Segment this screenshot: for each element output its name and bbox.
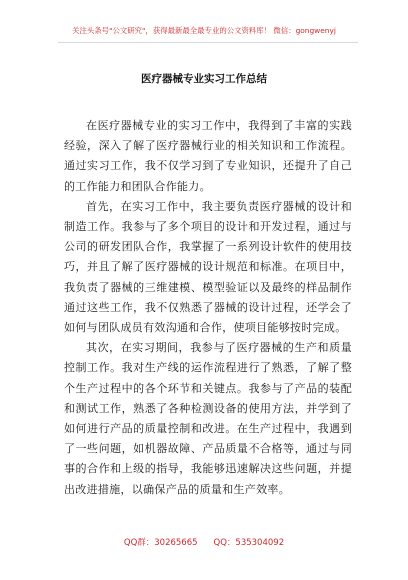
document-body bbox=[64, 116, 352, 500]
footer-qq: QQ：535304092 bbox=[213, 538, 285, 548]
document-title: 医疗器械专业实习工作总结 bbox=[141, 73, 267, 85]
header-note: 关注头条号"公文研究"，获得最新最全最专业的公文资料库！ 微信：gongwenyj bbox=[72, 26, 336, 35]
paragraph-design: 首先，在实习工作中，我主要负责医疗器械的设计和制造工作。我参与了多个项目的设计和开发过程，通过与公司的研发团队合作，我掌握了一系列设计软件的使用技巧，并且了解了医疗器械的设计规范和标准。在项目中，我负责了器械的三维建模、模型验证以及最终的样品制作通过这些工作，我不仅熟悉了器械的设计过程，还学会了如何与团队成员有效沟通和合作，使项目能够按时完成。 bbox=[64, 199, 352, 335]
paragraph-production: 其次，在实习期间，我参与了医疗器械的生产和质量控制工作。我对生产线的运作流程进行了熟悉，了解了整个生产过程中的各个环节和关键点。我参与了产品的装配和测试工作，熟悉了各种检测设备的使用方法，并学到了如何进行产品的质量控制和改进。在生产过程中，我遇到了一些问题，如机器故障、产品质量不合格等，通过与同事的合作和上级的指导，我能够迅速解决这些问题，并提出改进措施，以确保产品的质量和生产效率。 bbox=[64, 341, 352, 496]
header-divider bbox=[58, 42, 358, 43]
footer-qq-group: QQ群：30265665 bbox=[123, 538, 198, 548]
footer-contact bbox=[0, 537, 408, 549]
paragraph-intro: 在医疗器械专业的实习工作中，我得到了丰富的实践经验，深入了解了医疗器械行业的相关知识和工作流程。通过实习工作，我不仅学习到了专业知识，还提升了自己的工作能力和团队合作能力。 bbox=[64, 119, 352, 193]
